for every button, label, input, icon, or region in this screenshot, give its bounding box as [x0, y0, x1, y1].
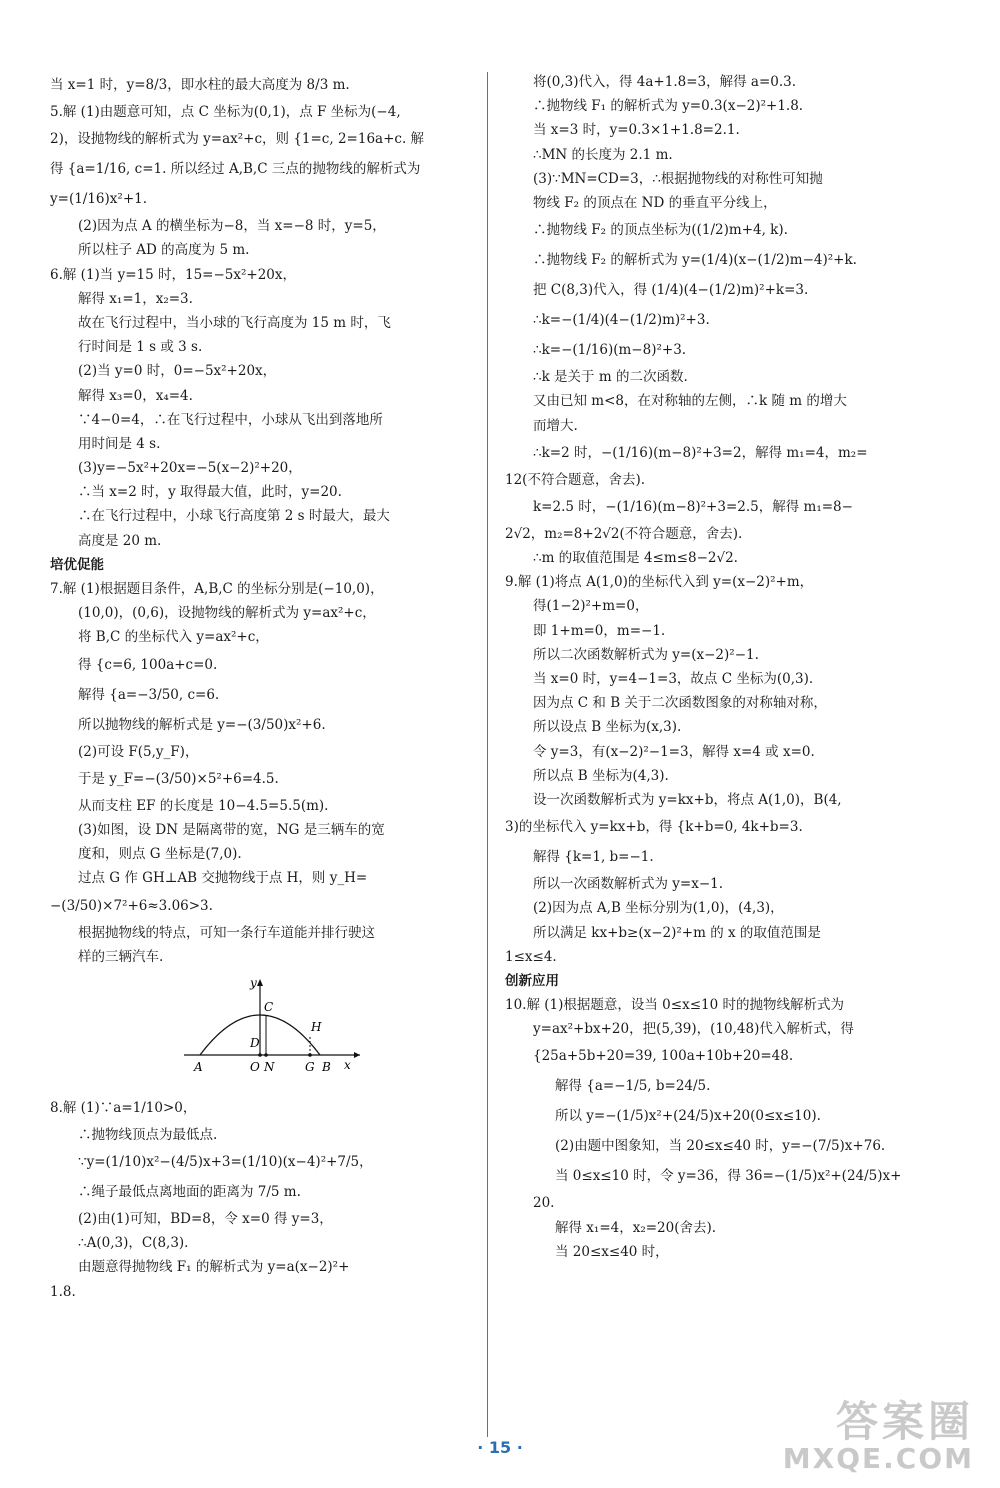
- label-n: N: [264, 1059, 275, 1074]
- text-line: 解得 {a=−1/5, b=24/5.: [555, 1078, 711, 1095]
- label-d: D: [250, 1035, 260, 1050]
- text-line: ∴当 x=2 时，y 取得最大值，此时，y=20.: [78, 484, 342, 501]
- point-g: [308, 1053, 312, 1057]
- text-line: 5.解 (1)由题意可知，点 C 坐标为(0,1)，点 F 坐标为(−4,: [50, 104, 401, 120]
- text-line: 设一次函数解析式为 y=kx+b，将点 A(1,0)，B(4,: [533, 791, 842, 808]
- column-divider: [487, 72, 488, 1437]
- text-line: 得(1−2)²+m=0，: [533, 598, 649, 615]
- text-line: ∴k 是关于 m 的二次函数.: [533, 369, 688, 386]
- text-line: ∴k=−(1/16)(m−8)²+3.: [533, 342, 687, 359]
- text-line: ∴A(0,3)，C(8,3).: [78, 1235, 189, 1252]
- text-line: 当 0≤x≤10 时，令 y=36，得 36=−(1/5)x²+(24/5)x+: [555, 1168, 902, 1185]
- right-column: [505, 70, 930, 1264]
- text-line: 所以满足 kx+b≥(x−2)²+m 的 x 的取值范围是: [533, 924, 821, 941]
- section-heading: 创新应用: [505, 972, 559, 989]
- text-line: (2)因为点 A 的横坐标为−8，当 x=−8 时，y=5，: [78, 218, 386, 235]
- parabola-figure: [50, 975, 475, 1085]
- text-line: 当 20≤x≤40 时，: [555, 1243, 669, 1260]
- text-line: 即 1+m=0，m=−1.: [533, 622, 666, 639]
- watermark: [782, 1397, 974, 1475]
- text-line: ∴k=2 时，−(1/16)(m−8)²+3=2，解得 m₁=4，m₂=: [533, 444, 868, 461]
- page-number: · 15 ·: [477, 1438, 523, 1457]
- left-column: [50, 70, 475, 1304]
- point-n: [264, 1053, 268, 1057]
- watermark-logo-text: 答案圈: [835, 1397, 974, 1446]
- text-line: 解得 {k=1, b=−1.: [533, 849, 654, 866]
- text-line: 用时间是 4 s.: [78, 435, 161, 452]
- text-line: −(3/50)×7²+6≈3.06>3.: [50, 897, 213, 914]
- label-a: A: [194, 1059, 203, 1074]
- label-c: C: [264, 999, 274, 1014]
- text-line: 当 x=3 时，y=0.3×1+1.8=2.1.: [533, 122, 740, 139]
- text-line: ∴k=−(1/4)(4−(1/2)m)²+3.: [533, 312, 710, 329]
- text-line: (10,0)，(0,6)，设抛物线的解析式为 y=ax²+c，: [78, 605, 376, 622]
- text-line: 将(0,3)代入，得 4a+1.8=3，解得 a=0.3.: [533, 74, 797, 90]
- label-x-axis: x: [344, 1057, 351, 1072]
- text-line: 解得 {a=−3/50, c=6.: [78, 686, 220, 703]
- text-line: 8.解 (1)∵a=1/10>0，: [50, 1099, 197, 1116]
- text-line: (2)由(1)可知，BD=8，令 x=0 得 y=3，: [78, 1211, 333, 1228]
- section-heading: 培优促能: [50, 556, 104, 573]
- label-g: G: [305, 1059, 315, 1074]
- text-line: (2)可设 F(5,y_F)，: [78, 743, 199, 760]
- point-o: [258, 1053, 262, 1057]
- label-h: H: [311, 1019, 322, 1034]
- text-line: 而增大.: [533, 417, 578, 434]
- text-line: 把 C(8,3)代入，得 (1/4)(4−(1/2)m)²+k=3.: [533, 282, 809, 299]
- text-line: 令 y=3，有(x−2)²−1=3，解得 x=4 或 x=0.: [533, 743, 815, 760]
- text-line: 解得 x₁=1，x₂=3.: [78, 290, 193, 307]
- text-line: 所以二次函数解析式为 y=(x−2)²−1.: [533, 646, 759, 663]
- text-line: ∴MN 的长度为 2.1 m.: [533, 146, 673, 163]
- text-line: 1.8.: [50, 1283, 76, 1300]
- text-line: 因为点 C 和 B 关于二次函数图象的对称轴对称，: [533, 695, 827, 712]
- text-line: 解得 x₁=4，x₂=20(舍去).: [555, 1219, 717, 1236]
- text-line: 所以一次函数解析式为 y=x−1.: [533, 876, 724, 893]
- text-line: 高度是 20 m.: [78, 532, 162, 549]
- text-line: ∴m 的取值范围是 4≤m≤8−2√2.: [533, 550, 738, 567]
- text-line: 由题意得抛物线 F₁ 的解析式为 y=a(x−2)²+: [78, 1259, 350, 1276]
- parabola-diagram: [180, 975, 380, 1080]
- text-line: 所以设点 B 坐标为(x,3).: [533, 719, 682, 736]
- x-axis-arrow: [354, 1052, 360, 1058]
- text-line: 10.解 (1)根据题意，设当 0≤x≤10 时的抛物线解析式为: [505, 997, 844, 1014]
- label-y-axis: y: [250, 975, 257, 990]
- text-line: 又由已知 m<8，在对称轴的左侧，∴k 随 m 的增大: [533, 393, 847, 410]
- text-line: 于是 y_F=−(3/50)×5²+6=4.5.: [78, 770, 279, 787]
- text-line: 7.解 (1)根据题目条件，A,B,C 的坐标分别是(−10,0)，: [50, 581, 384, 597]
- text-line: y=(1/16)x²+1.: [50, 191, 148, 208]
- text-line: 3)的坐标代入 y=kx+b，得 {k+b=0, 4k+b=3.: [505, 819, 803, 836]
- text-line: (2)因为点 A,B 坐标分别为(1,0)，(4,3)，: [533, 900, 784, 917]
- text-line: ∵y=(1/10)x²−(4/5)x+3=(1/10)(x−4)²+7/5，: [78, 1154, 373, 1171]
- text-line: 1≤x≤4.: [505, 948, 557, 965]
- text-line: (3)∵MN=CD=3，∴根据抛物线的对称性可知抛: [533, 170, 823, 187]
- text-line: 解得 x₃=0，x₄=4.: [78, 387, 193, 404]
- text-line: (3)如图，设 DN 是隔离带的宽，NG 是三辆车的宽: [78, 821, 385, 838]
- text-line: 行时间是 1 s 或 3 s.: [78, 339, 203, 356]
- text-line: 所以 y=−(1/5)x²+(24/5)x+20(0≤x≤10).: [555, 1108, 821, 1125]
- text-line: ∴抛物线 F₁ 的解析式为 y=0.3(x−2)²+1.8.: [533, 98, 804, 115]
- text-line: 过点 G 作 GH⊥AB 交抛物线于点 H，则 y_H=: [78, 870, 368, 887]
- text-line: 样的三辆汽车.: [78, 948, 164, 965]
- text-line: 度和，则点 G 坐标是(7,0).: [78, 846, 242, 863]
- text-line: 2)，设抛物线的解析式为 y=ax²+c，则 {1=c, 2=16a+c. 解: [50, 131, 425, 148]
- text-line: 根据抛物线的特点，可知一条行车道能并排行驶这: [78, 924, 375, 941]
- text-line: 将 B,C 的坐标代入 y=ax²+c，: [78, 629, 269, 646]
- label-o: O: [250, 1059, 260, 1074]
- watermark-url: MXQE.COM: [782, 1442, 974, 1475]
- text-line: y=ax²+bx+20，把(5,39)，(10,48)代入解析式，得: [533, 1021, 854, 1038]
- text-line: 6.解 (1)当 y=15 时，15=−5x²+20x，: [50, 266, 297, 283]
- text-line: (2)由题中图象知，当 20≤x≤40 时，y=−(7/5)x+76.: [555, 1138, 886, 1155]
- text-line: 得 {a=1/16, c=1. 所以经过 A,B,C 三点的抛物线的解析式为: [50, 161, 421, 178]
- text-line: 当 x=1 时，y=8/3，即水柱的最大高度为 8/3 m.: [50, 77, 350, 93]
- text-line: ∴抛物线 F₂ 的顶点坐标为((1/2)m+4, k).: [533, 222, 788, 239]
- text-line: 所以柱子 AD 的高度为 5 m.: [78, 242, 250, 259]
- label-b: B: [322, 1059, 331, 1074]
- text-line: 得 {c=6, 100a+c=0.: [78, 656, 218, 673]
- y-axis-arrow: [257, 979, 263, 986]
- text-line: 从而支柱 EF 的长度是 10−4.5=5.5(m).: [78, 797, 329, 814]
- text-line: 所以点 B 坐标为(4,3).: [533, 767, 669, 784]
- text-line: 9.解 (1)将点 A(1,0)的坐标代入到 y=(x−2)²+m，: [505, 574, 814, 591]
- text-line: k=2.5 时，−(1/16)(m−8)²+3=2.5，解得 m₁=8−: [533, 498, 853, 515]
- text-line: 20.: [533, 1195, 555, 1212]
- text-line: 当 x=0 时，y=4−1=3，故点 C 坐标为(0,3).: [533, 671, 814, 687]
- text-line: ∴绳子最低点离地面的距离为 7/5 m.: [78, 1184, 301, 1201]
- text-line: {25a+5b+20=39, 100a+10b+20=48.: [533, 1048, 794, 1065]
- text-line: 物线 F₂ 的顶点在 ND 的垂直平分线上，: [533, 194, 777, 211]
- text-line: (2)当 y=0 时，0=−5x²+20x，: [78, 363, 277, 380]
- text-line: (3)y=−5x²+20x=−5(x−2)²+20，: [78, 460, 302, 477]
- text-line: ∴抛物线顶点为最低点.: [78, 1126, 218, 1143]
- text-line: ∵4−0=4，∴在飞行过程中，小球从飞出到落地所: [78, 411, 383, 428]
- text-line: ∴在飞行过程中，小球飞行高度第 2 s 时最大，最大: [78, 508, 390, 525]
- text-line: 2√2，m₂=8+2√2(不符合题意，舍去).: [505, 525, 743, 542]
- text-line: ∴抛物线 F₂ 的解析式为 y=(1/4)(x−(1/2)m−4)²+k.: [533, 252, 857, 269]
- text-line: 12(不符合题意，舍去).: [505, 471, 646, 488]
- text-line: 故在飞行过程中，当小球的飞行高度为 15 m 时，飞: [78, 314, 391, 331]
- text-line: 所以抛物线的解析式是 y=−(3/50)x²+6.: [78, 716, 326, 733]
